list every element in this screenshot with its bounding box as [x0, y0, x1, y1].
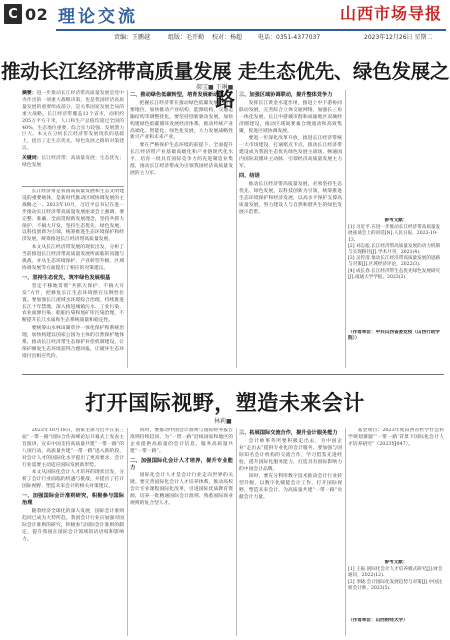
fund-note: 基金项目：2023年度山西省哲学社会科学规划课题“‘一带一路’背景下国际化会计人才培养研究”（2023YJ047）。	[348, 428, 444, 447]
article2-references	[348, 560, 444, 610]
body-paragraph: 本文从国际化会计人才培养的现状出发，分析了会计行业面临的机遇与挑战，并提出了打开国际视野、塑造未来会计的相关对策建议。	[22, 470, 124, 490]
reference-item: [2] 李晓.会计国际化发展趋势与对策[J].中国注册会计师，2023(5).	[348, 579, 443, 591]
references-title: 参考文献：	[384, 218, 408, 223]
column-divider	[345, 428, 346, 636]
keywords-text: 长江经济带；高质量发展；生态优先；绿色发展	[22, 156, 124, 169]
article2-column-1	[22, 428, 124, 636]
section-heading: 一、坚持生态优先，筑牢绿色发展根基	[22, 274, 111, 281]
intro-paragraph: 本文从长江经济带发展的现状出发，分析了当前推进长江经济带高质量发展所面临的问题与挑战，并从生态环境保护、产业转型升级、区域协调发展等方面提出了相应的对策建议。	[22, 245, 124, 271]
article2-author-note: （作者单位：山西财经大学）	[348, 618, 408, 623]
reference-item: [4] 成长春.长江经济带生态优先绿色发展研究[J].南通大学学报，2023(2).	[348, 268, 441, 280]
newspaper-name: 山西市场导报	[339, 4, 442, 23]
references-title: 参考文献：	[384, 560, 408, 565]
article2-column-4	[348, 428, 444, 520]
body-paragraph: 发挥长江黄金水道作用，推进上中下游协同联动发展，完善综合立体交通网络。加强长三角一体化发展、长江中游城市群和成渝地区双城经济圈建设，推动区域间要素合理流动和高效集聚，促进区域协调发展。	[239, 100, 342, 134]
article1-headline: 推动长江经济带高质量发展 走生态优先、绿色发展之路	[0, 60, 450, 111]
body-paragraph: 推动长江经济带高质量发展，必须坚持生态优先、绿色发展，以科技创新为引领，统筹推进生态环境保护和经济发展，以高水平保护支撑高质量发展，努力建设人与自然和谐共生的绿色发展示范带。	[239, 181, 342, 215]
page-number: 02	[25, 4, 49, 24]
issue-date: 2023年12月26日 星期二	[364, 34, 433, 41]
column-divider	[127, 90, 128, 368]
section-heading: 三、加强区域协调联动，提升整体竞争力	[239, 92, 333, 98]
reference-item: [2] 刘志彪.长江经济带高质量发展的动力机制与实现路径[J].学术月刊，2021(4).	[348, 243, 441, 256]
article-separator	[22, 374, 444, 375]
page-letter: C	[4, 4, 22, 24]
section-title: 理论交流	[58, 7, 138, 27]
body-paragraph: 坚定不移地贯彻“共抓大保护、不搞大开发”方针，把修复长江生态环境摆在压倒性位置。要加强长江流域水环境综合治理，持续推进长江十年禁渔，深入推进城镇污水、工业污染、农业面源污染、船舶污染和尾矿库污染治理，不断提升长江水质和生态系统质量和稳定性。	[22, 283, 124, 324]
column-divider	[345, 90, 346, 368]
section-heading: 四、结语	[239, 172, 260, 179]
body-paragraph: 随着经济全球化的深入发展，国际会计准则趋同已成为大势所趋。我国会计行业应加强对国际会计准则的研究，积极参与国际会计准则的制定，提升我国在国际会计领域的话语权和影响力。	[22, 508, 124, 542]
abstract-divider	[22, 186, 124, 187]
article1-author-note: （作者单位：中共山西省委党校（山西行政学院））	[348, 330, 440, 342]
body-paragraph: 把握长江经济带在推动绿色低碳发展中的重要地位，加快推动产业结构、能源结构、交通运输结构等调整优化。要坚持创新驱动发展，加快构建绿色低碳循环发展经济体系，推动传统产业高端化、智能化、绿色化发展，大力发展战略性新兴产业和未来产业。	[130, 100, 233, 141]
body-paragraph: 会计师事务所要积极走出去，为中国企业“走出去”提供专业化的会计服务。要加强与国际知名会计机构的交流合作，学习借鉴先进经验，提升国际化服务能力，打造具有国际影响力的中国会计品牌。	[239, 438, 342, 472]
article1-abstract	[22, 90, 124, 184]
keywords-label: 关键词：	[22, 155, 42, 162]
abstract-text: 进一步推动长江经济带高质量发展是党中央作出的一项重大战略决策，也是我国经济高质量发展的重要组成部分，是关系国家发展全局的重大战略。长江经济带覆盖11个省市，面积约205万平方千米，人口和生产总值均超过全国的40%，生态地位重要、综合实力较强、发展潜力巨大。本文在分析长江经济带发展现状的基础上，提出了走生态优先、绿色发展之路的对策建议。	[22, 91, 124, 152]
column-divider	[127, 428, 128, 636]
article1-byline: 郝宝■ 王琳■	[196, 84, 234, 91]
article1-references	[348, 218, 444, 320]
abstract-label: 摘要：	[22, 90, 37, 96]
body-paragraph: 2023年10月18日，国家主席习近平在第三届“一带一路”国际合作高峰论坛开幕式上发表主旨演讲，宣布中国支持高质量共建“一带一路”的八项行动。高质量共建“一带一路”进入新阶段，对会计人才的国际化水平提出了更高要求，会计行业需要主动适应国际发展新形势。	[22, 428, 124, 468]
reference-item: [3] 吴传清.推动长江经济带高质量发展的思路与对策[J].区域经济评论，2022(3).	[348, 256, 441, 268]
article2-headline: 打开国际视野，塑造未来会计	[85, 390, 365, 415]
body-paragraph: 同时，要推动中国会计准则与国际财务报告准则持续趋同，为“一带一路”沿线国家和地区的企业提供高质量的会计信息，服务高质量共建“一带一路”。	[130, 428, 233, 454]
designer-credit: 组版：毛开勤	[168, 34, 205, 41]
article1-column-1	[22, 189, 124, 367]
keywords	[22, 155, 124, 170]
body-paragraph: 要在严格保护生态环境的前提下，全面提升长江经济带产业基础高级化和产业链现代化水平，培育一批具有国际竞争力的先进制造业集群，推动长江经济带成为引领我国经济高质量发展的主力军。	[130, 143, 233, 176]
intro-paragraph: 长江经济带是我国高质量发展和生态文明建设的重要载体，是新时代推动区域协调发展的主战略之一。2023年10月，习近平总书记在进一步推动长江经济带高质量发展座谈会上强调，要完整、准确、全面贯彻新发展理念，坚持共抓大保护、不搞大开发，坚持生态优先、绿色发展，以科技创新为引领，统筹推进生态环境保护和经济发展，统筹推进长江经济带高质量发展。	[22, 189, 124, 243]
section-heading: 三、拓展国际交流合作，提升会计服务能力	[239, 430, 338, 436]
body-paragraph: 国际化会计人才是会计行业走向世界的关键。要完善国际化会计人才培养体系，推动高校会计专业课程国际化改革，引进国际优质教育资源，培养一批精通国际会计准则、熟悉国际商业规则的复合型人才。	[130, 473, 233, 507]
reference-item: [1] 王振.国际化会计人才培养模式研究[J].财会通讯，2022(12).	[348, 567, 443, 579]
phone-number: 电话：0351-4377037	[258, 34, 321, 41]
article1-column-2	[130, 90, 233, 368]
section-heading: 一、加强国际会计准则研究，积极参与国际治理	[22, 493, 124, 507]
article2-column-2	[130, 428, 233, 636]
article1-column-3	[239, 90, 342, 368]
article2-column-3	[239, 428, 342, 636]
column-divider	[236, 90, 237, 368]
column-divider	[236, 428, 237, 636]
page-number-block	[4, 2, 48, 26]
body-paragraph: 同时，要充分利用数字技术推动会计行业转型升级，以数字化赋能会计工作，打开国际视野，塑造未来会计，为高质量共建“一带一路”贡献会计力量。	[239, 474, 342, 501]
section-heading: 二、推动绿色低碳转型，培育发展新动能	[130, 92, 224, 98]
proofreader-credit: 校对：杨超	[212, 34, 243, 41]
body-paragraph: 要进一步深化改革开放，推进长江经济带统一大市场建设，打通堵点卡点，推动长江经济带建设成为我国生态优先绿色发展主战场、畅通国内国际双循环主动脉、引领经济高质量发展主力军。	[239, 136, 342, 170]
masthead-rule	[56, 29, 446, 31]
body-paragraph: 要统筹山水林田湖草沙一体化保护和系统治理，加快构建以国家公园为主体的自然保护地体系，推动长江经济带生态保护补偿机制建设，让保护修复生态环境获得合理回报，让破坏生态环境付出相应代价。	[22, 326, 124, 359]
article2-byline: 林莉■	[214, 418, 232, 425]
section-heading: 二、加强国际化会计人才培养，提升专业能力	[130, 457, 233, 471]
editor-credit: 责编：王鹏越	[114, 34, 151, 41]
reference-item: [1] 习近平.在进一步推动长江经济带高质量发展座谈会上的讲话[N].人民日报，2023-10-13.	[348, 225, 441, 243]
masthead-bar	[0, 0, 450, 44]
